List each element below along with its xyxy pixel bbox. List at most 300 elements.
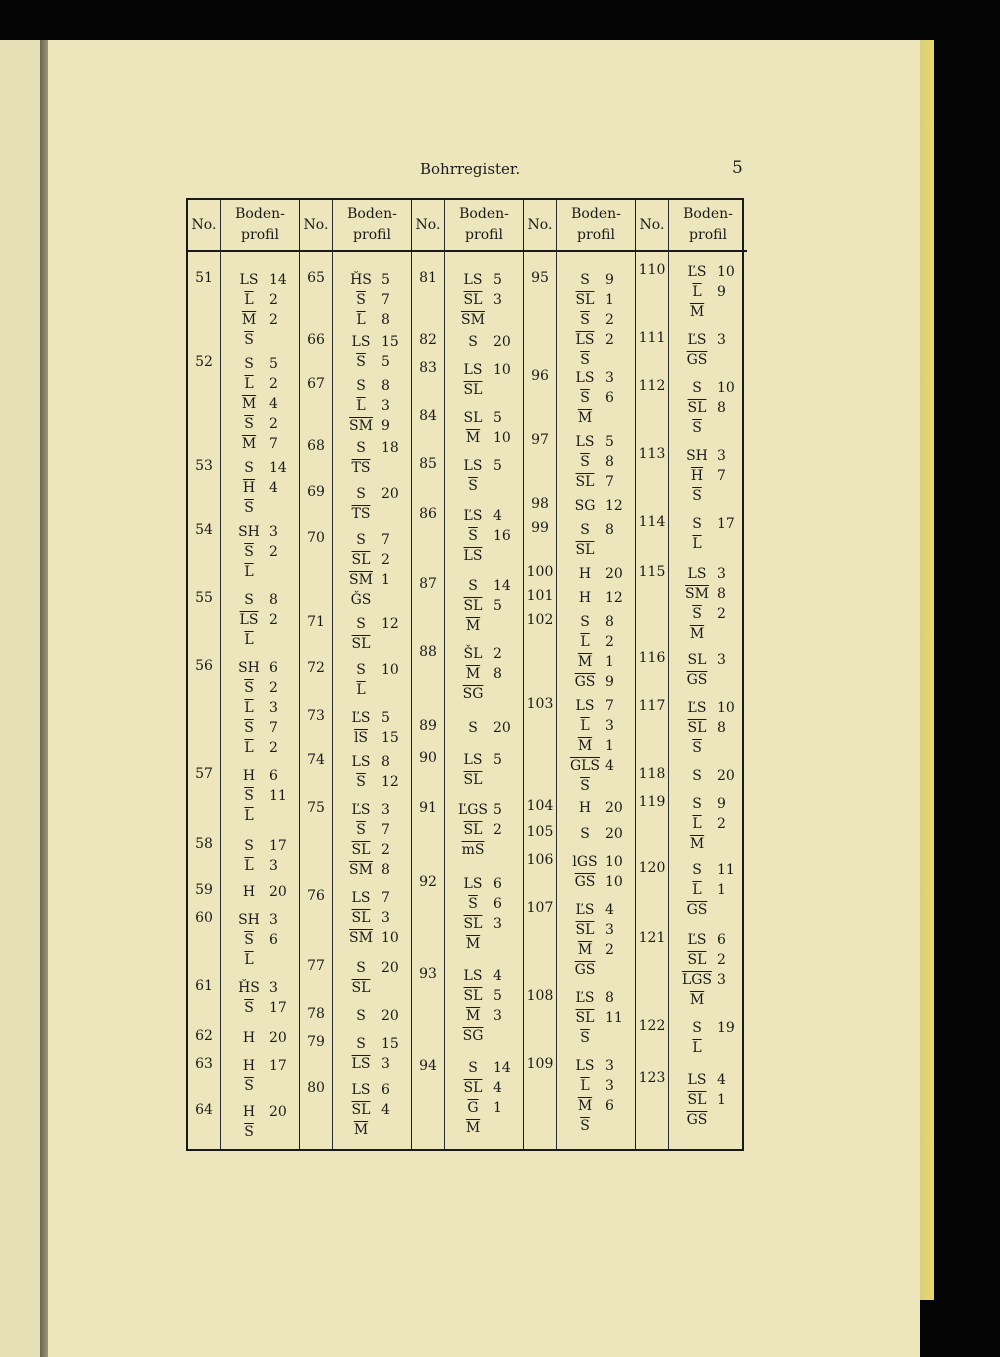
entry-number: 93 (419, 966, 437, 982)
entry-number: 119 (638, 794, 666, 810)
header-profile (557, 200, 635, 250)
profile-layer (565, 776, 633, 796)
layer-depth: 5 (269, 356, 278, 372)
profile-layer (229, 498, 297, 518)
soil-code: S (692, 516, 702, 532)
profile-layer (565, 270, 633, 290)
header-profile-line2: profil (353, 227, 391, 243)
entry-number: 114 (638, 514, 666, 530)
layer-depth: 3 (269, 912, 278, 928)
entry-number: 60 (195, 910, 213, 926)
profile-layer (677, 794, 745, 814)
soil-code: $\overline{SL}$ (575, 922, 595, 938)
layer-depth: 2 (269, 544, 278, 560)
soil-code: S (356, 1008, 366, 1024)
soil-code: S (468, 1060, 478, 1076)
header-profile (669, 200, 747, 250)
layer-depth: 6 (269, 932, 278, 948)
entry-number: 55 (195, 590, 213, 606)
layer-depth: 7 (381, 822, 390, 838)
profile-layer (565, 290, 633, 310)
layer-depth: 5 (381, 710, 390, 726)
layer-depth: 10 (717, 380, 735, 396)
profile-layer (341, 550, 409, 570)
profile-layer (677, 418, 745, 438)
profile-layer (341, 1034, 409, 1054)
layer-depth: 5 (605, 434, 614, 450)
soil-code: $\overline{S}$ (692, 606, 702, 622)
soil-code: $\overline{SL}$ (463, 988, 483, 1004)
layer-depth: 2 (717, 816, 726, 832)
profile-layer (229, 882, 297, 902)
profile-layer (229, 522, 297, 542)
soil-code: $\overline{SL}$ (575, 1010, 595, 1026)
soil-code: $\overline{SL}$ (351, 636, 371, 652)
profile-layer (565, 520, 633, 540)
column-group-1 (188, 200, 299, 1149)
profile-layer (453, 718, 521, 738)
soil-code: $\overline{S}$ (468, 528, 478, 544)
soil-profile-entry (229, 354, 297, 454)
profile-layer (341, 634, 409, 654)
layer-depth: 3 (269, 524, 278, 540)
entry-number: 67 (307, 376, 325, 392)
profile-layer (341, 396, 409, 416)
entry-number: 73 (307, 708, 325, 724)
entry-number: 123 (638, 1070, 666, 1086)
soil-profile-entry (341, 660, 409, 700)
profile-layer (453, 966, 521, 986)
soil-code: S (580, 826, 590, 842)
layer-depth: 12 (605, 590, 623, 606)
profile-layer (229, 698, 297, 718)
layer-depth: 2 (269, 416, 278, 432)
entry-number: 115 (638, 564, 666, 580)
soil-code: LS (351, 1082, 371, 1098)
soil-code: $\overline{S}$ (244, 932, 254, 948)
layer-depth: 3 (717, 448, 726, 464)
entry-number: 120 (638, 860, 666, 876)
soil-code: SL (463, 410, 483, 426)
layer-depth: 3 (717, 332, 726, 348)
soil-code: $\overline{SL}$ (687, 1092, 707, 1108)
soil-profile-entry (229, 590, 297, 650)
profile-layer (229, 806, 297, 826)
entry-number: 63 (195, 1056, 213, 1072)
header-profile (221, 200, 299, 250)
header-rule (300, 250, 332, 252)
header-rule (445, 250, 523, 252)
layer-depth: 6 (269, 768, 278, 784)
profile-layer (341, 772, 409, 792)
soil-code: $\overline{M}$ (241, 312, 257, 328)
profile-layer (341, 614, 409, 634)
soil-code: $\overline{H}$ (690, 468, 704, 484)
entry-number: 58 (195, 836, 213, 852)
soil-code: $\overline{SL}$ (351, 842, 371, 858)
layer-depth: 3 (381, 802, 390, 818)
soil-code: ĽGS (457, 802, 489, 818)
entry-number: 76 (307, 888, 325, 904)
soil-profile-entry (229, 910, 297, 970)
layer-depth: 2 (381, 842, 390, 858)
soil-code: SH (238, 912, 260, 928)
soil-code: S (692, 768, 702, 784)
profile-layer (341, 352, 409, 372)
soil-profile-entry (229, 458, 297, 518)
soil-code: $\overline{GS}$ (574, 962, 596, 978)
entry-number: 85 (419, 456, 437, 472)
column-no-3 (412, 200, 445, 1149)
layer-depth: 19 (717, 1020, 735, 1036)
layer-depth: 5 (493, 598, 502, 614)
layer-depth: 20 (717, 768, 735, 784)
profile-layer (453, 934, 521, 954)
profile-layer (453, 476, 521, 496)
soil-code: $\overline{L}$ (244, 376, 254, 392)
profile-layer (341, 290, 409, 310)
profile-layer (677, 564, 745, 584)
soil-code: $\overline{S}$ (580, 454, 590, 470)
layer-depth: 14 (493, 1060, 511, 1076)
layer-depth: 20 (269, 884, 287, 900)
profile-layer (677, 1018, 745, 1038)
layer-depth: 7 (381, 532, 390, 548)
layer-depth: 10 (381, 930, 399, 946)
layer-depth: 12 (381, 616, 399, 632)
profile-layer (341, 800, 409, 820)
soil-code: $\overline{L}$ (692, 882, 702, 898)
soil-profile-entry (565, 270, 633, 370)
layer-depth: 2 (605, 332, 614, 348)
soil-profile-entry (229, 1102, 297, 1142)
soil-code: $\overline{S}$ (244, 544, 254, 560)
layer-depth: 2 (269, 740, 278, 756)
profile-layer (677, 282, 745, 302)
soil-code: H (242, 884, 256, 900)
profile-layer (677, 814, 745, 834)
soil-code: $\overline{SL}$ (463, 772, 483, 788)
profile-layer (229, 330, 297, 350)
layer-depth: 6 (717, 932, 726, 948)
soil-code: $\overline{SG}$ (462, 686, 484, 702)
soil-profile-entry (677, 930, 745, 1010)
layer-depth: 15 (381, 334, 399, 350)
layer-depth: 6 (493, 896, 502, 912)
profile-layer (229, 950, 297, 970)
soil-code: ĽS (687, 932, 707, 948)
soil-code: $\overline{M}$ (465, 430, 481, 446)
soil-profile-entry (229, 522, 297, 582)
soil-code: $\overline{H}$ (242, 480, 256, 496)
profile-layer (453, 750, 521, 770)
entry-number: 83 (419, 360, 437, 376)
layer-depth: 8 (381, 754, 390, 770)
soil-code: S (356, 1036, 366, 1052)
layer-depth: 2 (269, 292, 278, 308)
soil-profile-entry (341, 438, 409, 478)
profile-layer (229, 610, 297, 630)
soil-profile-entry (453, 644, 521, 704)
soil-profile-entry (341, 752, 409, 792)
soil-profile-entry (453, 360, 521, 400)
soil-code: $\overline{S}$ (580, 1118, 590, 1134)
entry-number: 86 (419, 506, 437, 522)
profile-layer (229, 1076, 297, 1096)
header-no-label: No. (415, 216, 441, 233)
profile-layer (677, 950, 745, 970)
layer-depth: 6 (605, 1098, 614, 1114)
entry-number: 51 (195, 270, 213, 286)
profile-layer (341, 590, 409, 610)
profile-layer (677, 650, 745, 670)
profile-layer (565, 496, 633, 516)
entry-number: 68 (307, 438, 325, 454)
soil-code: ǦS (350, 592, 372, 608)
soil-code: S (468, 334, 478, 350)
profile-layer (341, 310, 409, 330)
soil-code: ĽS (463, 508, 483, 524)
soil-profile-entry (453, 718, 521, 738)
profile-layer (341, 728, 409, 748)
layer-depth: 16 (493, 528, 511, 544)
layer-depth: 10 (717, 700, 735, 716)
soil-code: $\overline{M}$ (465, 1120, 481, 1136)
soil-code: $\overline{M}$ (465, 1008, 481, 1024)
entry-number: 118 (638, 766, 666, 782)
profile-layer (453, 986, 521, 1006)
profile-layer (565, 588, 633, 608)
layer-depth: 7 (717, 468, 726, 484)
soil-profile-entry (341, 484, 409, 524)
profile-layer (229, 930, 297, 950)
soil-profile-entry (677, 514, 745, 554)
soil-code: SH (238, 524, 260, 540)
entry-number: 95 (531, 270, 549, 286)
soil-profile-entry (453, 1058, 521, 1138)
soil-code: H (578, 566, 592, 582)
soil-code: $\overline{SL}$ (575, 474, 595, 490)
soil-code: LS (463, 362, 483, 378)
soil-code: $\overline{M}$ (353, 1122, 369, 1138)
soil-code: $\overline{M}$ (465, 618, 481, 634)
layer-depth: 8 (381, 312, 390, 328)
profile-layer (677, 670, 745, 690)
layer-depth: 3 (493, 292, 502, 308)
soil-code: S (244, 592, 254, 608)
entry-number: 65 (307, 270, 325, 286)
soil-code: $\overline{S}$ (580, 390, 590, 406)
soil-code: $\overline{SL}$ (687, 720, 707, 736)
layer-depth: 8 (493, 666, 502, 682)
column-profile-5 (669, 200, 747, 1149)
soil-profile-entry (677, 766, 745, 786)
profile-layer (229, 910, 297, 930)
soil-code: H (242, 1104, 256, 1120)
profile-layer (229, 590, 297, 610)
profile-layer (565, 1096, 633, 1116)
profile-layer (677, 350, 745, 370)
layer-depth: 11 (269, 788, 287, 804)
layer-depth: 6 (381, 1082, 390, 1098)
profile-layer (229, 310, 297, 330)
soil-profile-entry (229, 1056, 297, 1096)
profile-layer (677, 738, 745, 758)
soil-code: H (578, 800, 592, 816)
entry-number: 107 (526, 900, 554, 916)
profile-layer (229, 856, 297, 876)
soil-code: $\overline{SL}$ (575, 542, 595, 558)
layer-depth: 17 (269, 1058, 287, 1074)
profile-layer (229, 786, 297, 806)
profile-layer (341, 1054, 409, 1074)
profile-layer (677, 970, 745, 990)
profile-layer (341, 438, 409, 458)
layer-depth: 1 (605, 738, 614, 754)
entry-number: 88 (419, 644, 437, 660)
soil-profile-entry (453, 576, 521, 636)
soil-code: $\overline{GS}$ (686, 352, 708, 368)
soil-code: $\overline{SL}$ (575, 292, 595, 308)
profile-layer (565, 452, 633, 472)
layer-depth: 18 (381, 440, 399, 456)
profile-layer (229, 1122, 297, 1142)
profile-layer (565, 1028, 633, 1048)
entry-number: 97 (531, 432, 549, 448)
profile-layer (453, 1006, 521, 1026)
layer-depth: 4 (605, 902, 614, 918)
soil-profile-entry (677, 1018, 745, 1058)
soil-code: $\overline{M}$ (577, 654, 593, 670)
profile-layer (565, 472, 633, 492)
soil-code: lGS (572, 854, 598, 870)
soil-profile-entry (229, 658, 297, 758)
soil-code: $\overline{GS}$ (574, 874, 596, 890)
profile-layer (453, 770, 521, 790)
entry-number: 66 (307, 332, 325, 348)
soil-code: ĽS (575, 902, 595, 918)
profile-layer (677, 1090, 745, 1110)
soil-code: $\overline{M}$ (465, 936, 481, 952)
profile-layer (677, 766, 745, 786)
profile-layer (565, 408, 633, 428)
soil-code: $\overline{SM}$ (349, 418, 373, 434)
soil-code: H (242, 1058, 256, 1074)
profile-layer (677, 446, 745, 466)
soil-code: $\overline{S}$ (244, 416, 254, 432)
layer-depth: 2 (381, 552, 390, 568)
header-rule (333, 250, 411, 252)
soil-profile-entry (453, 750, 521, 790)
layer-depth: 3 (381, 1056, 390, 1072)
profile-layer (341, 660, 409, 680)
layer-depth: 5 (381, 272, 390, 288)
soil-code: $\overline{M}$ (241, 396, 257, 412)
header-rule (557, 250, 635, 252)
soil-code: $\overline{lS}$ (353, 730, 369, 746)
layer-depth: 17 (269, 838, 287, 854)
entry-number: 113 (638, 446, 666, 462)
layer-depth: 8 (717, 720, 726, 736)
profile-layer (229, 738, 297, 758)
column-no-2 (300, 200, 333, 1149)
layer-depth: 10 (605, 874, 623, 890)
layer-depth: 2 (269, 312, 278, 328)
profile-layer (565, 824, 633, 844)
soil-code: $\overline{SL}$ (463, 598, 483, 614)
entry-number: 78 (307, 1006, 325, 1022)
soil-profile-entry (565, 1056, 633, 1136)
profile-layer (565, 540, 633, 560)
soil-code: $\overline{L}$ (244, 740, 254, 756)
soil-code: $\overline{GS}$ (686, 672, 708, 688)
entry-number: 112 (638, 378, 666, 394)
soil-code: ĽS (687, 332, 707, 348)
soil-code: $\overline{SL}$ (687, 400, 707, 416)
soil-code: $\overline{L}$ (580, 1078, 590, 1094)
layer-depth: 2 (269, 376, 278, 392)
soil-code: S (692, 380, 702, 396)
soil-code: $\overline{S}$ (244, 720, 254, 736)
soil-profile-entry (677, 378, 745, 438)
profile-layer (565, 696, 633, 716)
soil-code: LS (463, 272, 483, 288)
layer-depth: 2 (605, 942, 614, 958)
profile-layer (677, 624, 745, 644)
soil-profile-entry (453, 966, 521, 1046)
layer-depth: 2 (269, 612, 278, 628)
entry-number: 99 (531, 520, 549, 536)
soil-code: $\overline{SL}$ (351, 1102, 371, 1118)
profile-layer (565, 1076, 633, 1096)
soil-code: $\overline{S}$ (692, 488, 702, 504)
soil-code: S (692, 1020, 702, 1036)
soil-profile-entry (453, 332, 521, 352)
entry-number: 72 (307, 660, 325, 676)
profile-layer (229, 1056, 297, 1076)
soil-profile-entry (341, 888, 409, 948)
layer-depth: 15 (381, 730, 399, 746)
profile-layer (565, 988, 633, 1008)
soil-code: SH (238, 660, 260, 676)
entry-number: 110 (638, 262, 666, 278)
profile-layer (341, 484, 409, 504)
soil-code: $\overline{SL}$ (351, 552, 371, 568)
entry-number: 108 (526, 988, 554, 1004)
layer-depth: 9 (717, 284, 726, 300)
profile-layer (453, 270, 521, 290)
profile-layer (229, 478, 297, 498)
soil-code: ĽS (687, 700, 707, 716)
soil-profile-entry (565, 520, 633, 560)
profile-layer (229, 678, 297, 698)
soil-profile-entry (565, 496, 633, 516)
soil-code: $\overline{LS}$ (463, 548, 483, 564)
profile-layer (229, 630, 297, 650)
profile-layer (453, 310, 521, 330)
running-title: Bohrregister. (420, 160, 521, 178)
layer-depth: 20 (381, 960, 399, 976)
soil-profile-entry (565, 588, 633, 608)
soil-profile-entry (565, 696, 633, 796)
layer-depth: 5 (493, 410, 502, 426)
soil-profile-entry (341, 270, 409, 330)
soil-code: $\overline{LS}$ (351, 1056, 371, 1072)
profile-layer (341, 376, 409, 396)
layer-depth: 1 (717, 882, 726, 898)
soil-profile-entry (453, 270, 521, 330)
layer-depth: 10 (717, 264, 735, 280)
